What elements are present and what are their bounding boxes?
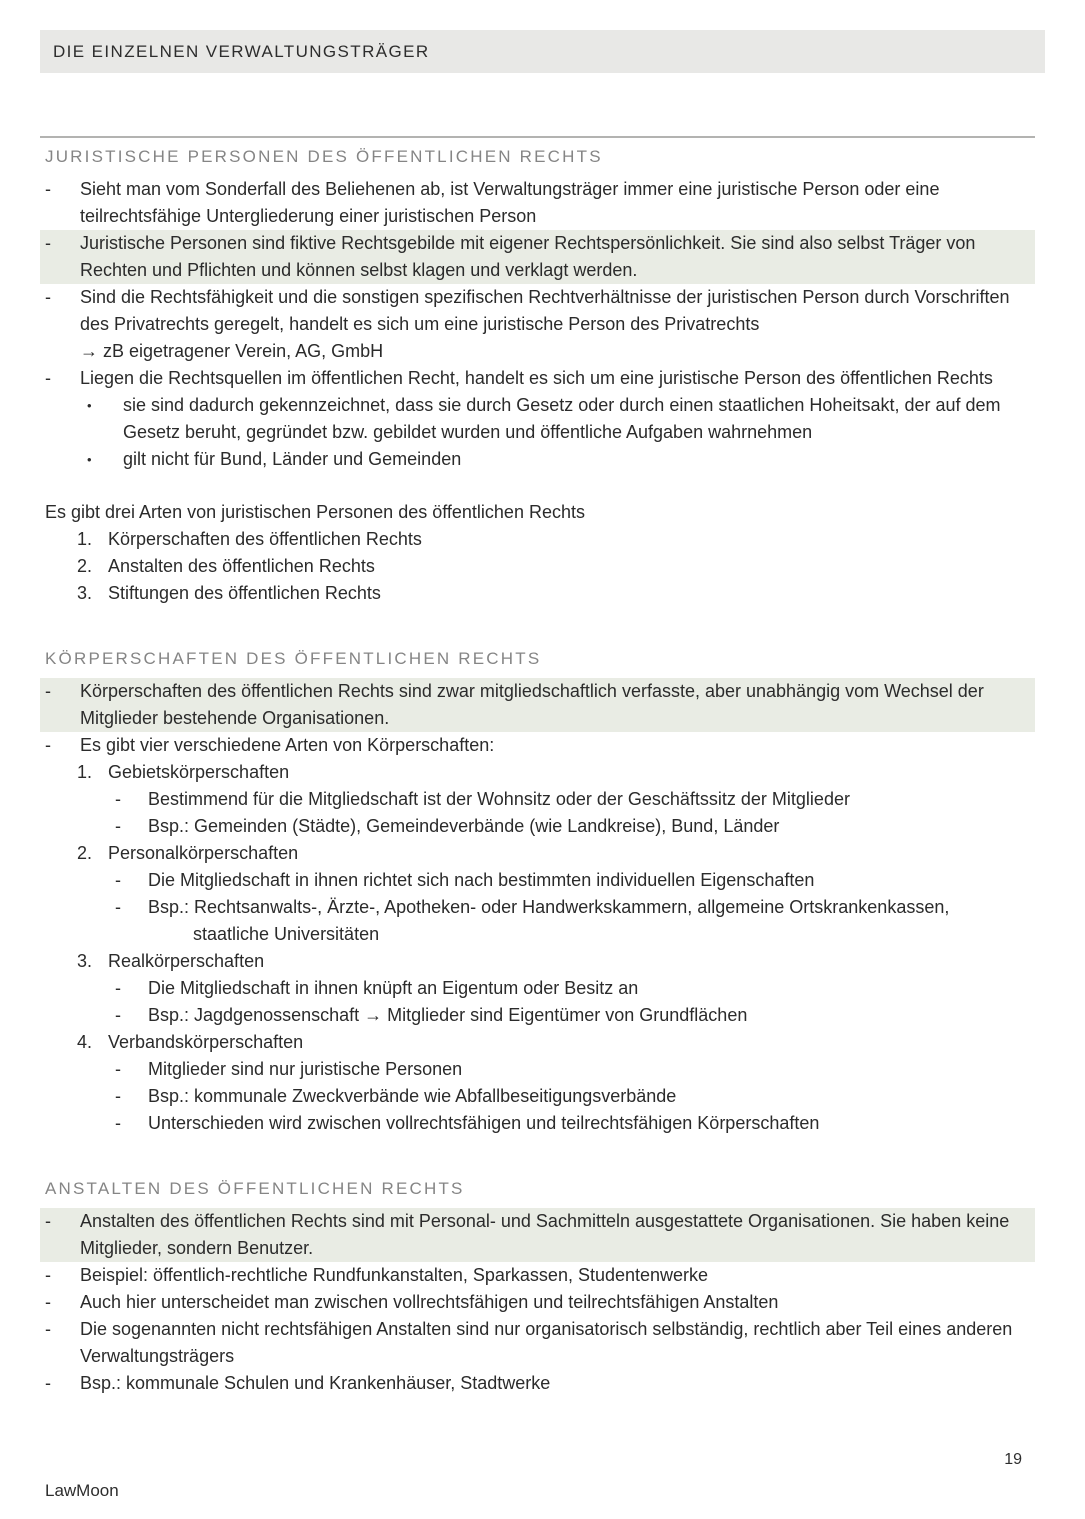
text-line: gilt nicht für Bund, Länder und Gemeinden — [123, 449, 462, 469]
item-text — [80, 176, 1035, 230]
list-item — [40, 1289, 1035, 1316]
text-line: des Privatrechts geregelt, handelt es sich um eine juristische Person des Privatrechts — [80, 314, 760, 334]
bullet-marker: - — [45, 1265, 51, 1285]
item-text — [80, 1289, 1035, 1316]
item-text — [80, 230, 1035, 284]
item-text — [80, 678, 1035, 732]
item-text — [108, 1029, 1035, 1056]
bullet-marker: - — [115, 1113, 121, 1133]
text-line: Gebietskörperschaften — [108, 762, 290, 782]
list-item — [40, 392, 1035, 446]
text-line: Es gibt vier verschiedene Arten von Körperschaften: — [80, 735, 495, 755]
page-title-banner — [40, 30, 1045, 73]
list-item — [40, 1002, 1035, 1029]
text-line: Mitglieder, sondern Benutzer. — [80, 1238, 314, 1258]
bullet-marker: 1. — [77, 529, 93, 549]
text-line: teilrechtsfähige Untergliederung einer juristischen Person — [80, 206, 537, 226]
bullet-marker: 2. — [77, 556, 93, 576]
bullet-marker: 2. — [77, 843, 93, 863]
bullet-marker: - — [115, 870, 121, 890]
list-item — [40, 1083, 1035, 1110]
bullet-marker: - — [115, 1005, 121, 1025]
list-item — [40, 230, 1035, 284]
text-line: Personalkörperschaften — [108, 843, 299, 863]
text-line: Sind die Rechtsfähigkeit und die sonstigen spezifischen Rechtverhältnisse der juristischen Person durch Vorschriften — [80, 287, 1010, 307]
item-text — [45, 499, 1035, 526]
page-number: 19 — [1004, 1451, 1022, 1468]
bullet-marker: - — [115, 897, 121, 917]
bullet-marker: • — [87, 452, 92, 467]
page-title: DIE EINZELNEN VERWALTUNGSTRÄGER — [53, 41, 430, 61]
list-item — [40, 1262, 1035, 1289]
text-line: Realkörperschaften — [108, 951, 265, 971]
bullet-marker: - — [45, 1319, 51, 1339]
text-line: Körperschaften des öffentlichen Rechts — [108, 529, 422, 549]
text-line: Bsp.: Rechtsanwalts-, Ärzte-, Apotheken- oder Handwerkskammern, allgemeine Ortskrankenkassen, — [148, 897, 950, 917]
item-text — [148, 867, 1035, 894]
text-line: Bestimmend für die Mitgliedschaft ist der Wohnsitz oder der Geschäftssitz der Mitglieder — [148, 789, 850, 809]
item-text — [108, 840, 1035, 867]
list-item — [40, 553, 1035, 580]
section-items — [40, 1208, 1035, 1397]
text-line: Mitglieder bestehende Organisationen. — [80, 708, 390, 728]
bullet-marker: - — [45, 1292, 51, 1312]
bullet-marker: 4. — [77, 1032, 93, 1052]
section-items — [40, 176, 1035, 607]
list-item — [40, 1316, 1035, 1370]
text-line: staatliche Universitäten — [193, 924, 380, 944]
bullet-marker: - — [45, 1373, 51, 1393]
list-item — [40, 732, 1035, 759]
text-line: Gesetz beruht, gegründet bzw. gebildet wurden und öffentliche Aufgaben wahrnehmen — [123, 422, 813, 442]
list-item — [40, 867, 1035, 894]
item-text — [148, 1083, 1035, 1110]
text-line: Die sogenannten nicht rechtsfähigen Anstalten sind nur organisatorisch selbständig, rechtlich aber Teil eines anderen — [80, 1319, 1013, 1339]
item-text — [80, 1316, 1035, 1370]
text-line: Die Mitgliedschaft in ihnen richtet sich nach bestimmten individuellen Eigenschaften — [148, 870, 815, 890]
brand-footer: LawMoon — [45, 1481, 119, 1500]
section-heading: KÖRPERSCHAFTEN DES ÖFFENTLICHEN RECHTS — [45, 649, 542, 668]
bullet-marker: - — [45, 735, 51, 755]
list-item — [40, 813, 1035, 840]
text-line: Bsp.: Jagdgenossenschaft → Mitglieder sind Eigentümer von Grundflächen — [148, 1005, 748, 1025]
bullet-marker: • — [87, 398, 92, 413]
item-text — [148, 813, 1035, 840]
item-text — [108, 948, 1035, 975]
text-line: Es gibt drei Arten von juristischen Personen des öffentlichen Rechts — [45, 502, 585, 522]
text-line: Beispiel: öffentlich-rechtliche Rundfunkanstalten, Sparkassen, Studentenwerke — [80, 1265, 709, 1285]
item-text — [123, 446, 1035, 473]
document-body — [40, 136, 1035, 1397]
list-item — [40, 176, 1035, 230]
item-text — [123, 392, 1035, 446]
bullet-marker: - — [115, 816, 121, 836]
text-line: Anstalten des öffentlichen Rechts — [108, 556, 375, 576]
list-item — [40, 1370, 1035, 1397]
list-item — [40, 1029, 1035, 1056]
text-line: Stiftungen des öffentlichen Rechts — [108, 583, 381, 603]
item-text — [148, 1056, 1035, 1083]
text-line: Rechten und Pflichten und können selbst klagen und verklagt werden. — [80, 260, 638, 280]
list-item — [40, 499, 1035, 526]
list-item — [40, 786, 1035, 813]
text-line: Auch hier unterscheidet man zwischen vollrechtsfähigen und teilrechtsfähigen Anstalten — [80, 1292, 779, 1312]
bullet-marker: - — [115, 978, 121, 998]
text-line: → zB eigetragener Verein, AG, GmbH — [80, 341, 384, 361]
section-items — [40, 678, 1035, 1137]
item-text — [80, 284, 1035, 365]
item-text — [108, 526, 1035, 553]
bullet-marker: 3. — [77, 951, 93, 971]
text-line: Körperschaften des öffentlichen Rechts sind zwar mitgliedschaftlich verfasste, aber unabhängig vom Wechsel der — [80, 681, 984, 701]
list-item — [40, 284, 1035, 365]
list-item — [40, 1056, 1035, 1083]
list-item — [40, 948, 1035, 975]
item-text — [148, 1002, 1035, 1029]
text-line: Bsp.: kommunale Zweckverbände wie Abfallbeseitigungsverbände — [148, 1086, 677, 1106]
document-section — [40, 136, 1035, 607]
list-item — [40, 580, 1035, 607]
text-line: Verbandskörperschaften — [108, 1032, 304, 1052]
text-line: Mitglieder sind nur juristische Personen — [148, 1059, 463, 1079]
item-text — [148, 786, 1035, 813]
list-item — [40, 678, 1035, 732]
text-line: Sieht man vom Sonderfall des Beliehenen ab, ist Verwaltungsträger immer eine juristische Person oder eine — [80, 179, 940, 199]
section-heading: JURISTISCHE PERSONEN DES ÖFFENTLICHEN RECHTS — [45, 147, 603, 166]
bullet-marker: - — [115, 789, 121, 809]
text-line: Unterschieden wird zwischen vollrechtsfähigen und teilrechtsfähigen Körperschaften — [148, 1113, 820, 1133]
item-text — [80, 1262, 1035, 1289]
text-line: Bsp.: Gemeinden (Städte), Gemeindeverbände (wie Landkreise), Bund, Länder — [148, 816, 780, 836]
item-text — [80, 1370, 1035, 1397]
text-line: Liegen die Rechtsquellen im öffentlichen Recht, handelt es sich um eine juristische Person des öffentlichen Rechts — [80, 368, 993, 388]
list-item — [40, 446, 1035, 473]
bullet-marker: - — [45, 287, 51, 307]
item-text — [80, 732, 1035, 759]
list-item — [40, 975, 1035, 1002]
item-text — [108, 553, 1035, 580]
list-item — [40, 1110, 1035, 1137]
item-text — [148, 1110, 1035, 1137]
bullet-marker: - — [45, 368, 51, 388]
list-item — [40, 1208, 1035, 1262]
text-line: sie sind dadurch gekennzeichnet, dass sie durch Gesetz oder durch einen staatlichen Hoheitsakt, der auf dem — [123, 395, 1001, 415]
text-line: Bsp.: kommunale Schulen und Krankenhäuser, Stadtwerke — [80, 1373, 551, 1393]
bullet-marker: - — [45, 681, 51, 701]
document-section — [40, 649, 1035, 1137]
list-item — [40, 526, 1035, 553]
item-text — [108, 759, 1035, 786]
bullet-marker: 1. — [77, 762, 93, 782]
document-section — [40, 1179, 1035, 1397]
section-heading: ANSTALTEN DES ÖFFENTLICHEN RECHTS — [45, 1179, 465, 1198]
bullet-marker: - — [115, 1086, 121, 1106]
item-text — [108, 580, 1035, 607]
text-line: Juristische Personen sind fiktive Rechtsgebilde mit eigener Rechtspersönlichkeit. Sie sind also selbst Träger von — [80, 233, 976, 253]
item-text — [148, 894, 1035, 948]
bullet-marker: - — [45, 1211, 51, 1231]
bullet-marker: 3. — [77, 583, 93, 603]
item-text — [80, 1208, 1035, 1262]
bullet-marker: - — [45, 233, 51, 253]
list-item — [40, 840, 1035, 867]
list-item — [40, 365, 1035, 392]
text-line: Die Mitgliedschaft in ihnen knüpft an Eigentum oder Besitz an — [148, 978, 639, 998]
text-line: Verwaltungsträgers — [80, 1346, 235, 1366]
item-text — [148, 975, 1035, 1002]
bullet-marker: - — [45, 179, 51, 199]
text-line: Anstalten des öffentlichen Rechts sind mit Personal- und Sachmitteln ausgestattete Organisationen. Sie haben keine — [80, 1211, 1010, 1231]
bullet-marker: - — [115, 1059, 121, 1079]
list-item — [40, 759, 1035, 786]
list-item — [40, 894, 1035, 948]
item-text — [80, 365, 1035, 392]
